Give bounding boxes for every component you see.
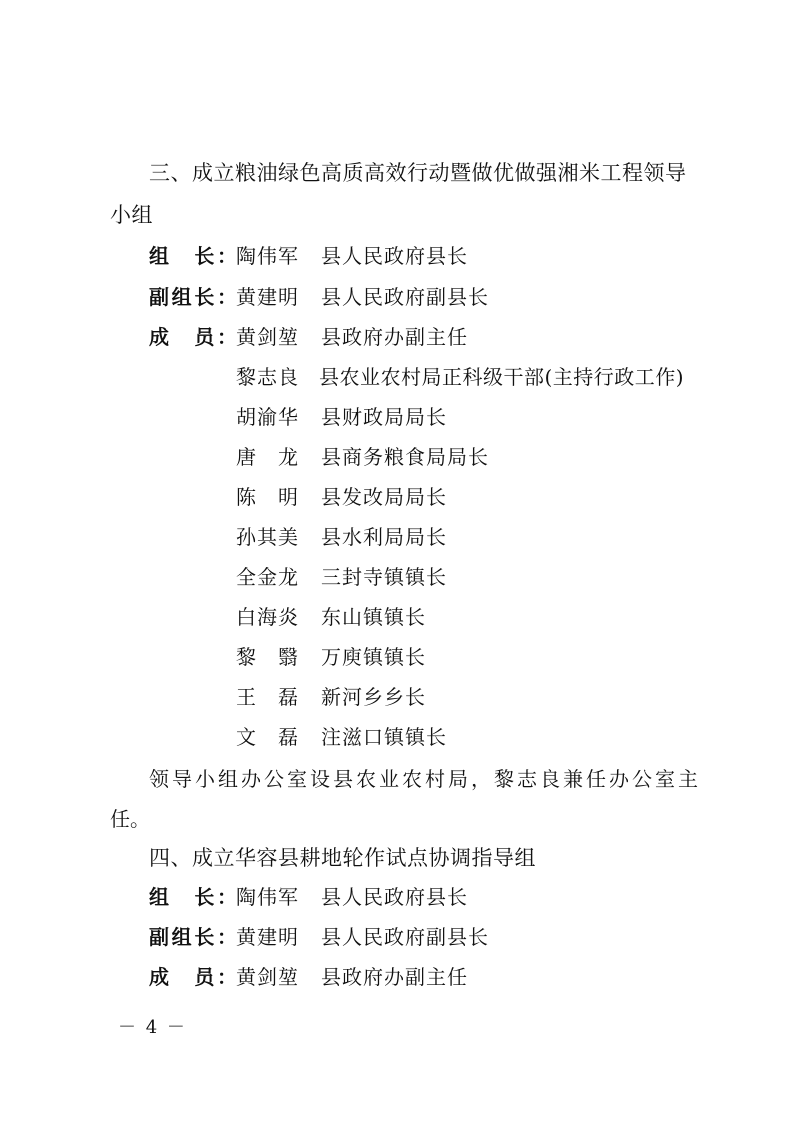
leader-title: 县人民政府县长 xyxy=(321,244,468,268)
member-title: 新河乡乡长 xyxy=(321,685,426,709)
deputy-title: 县人民政府副县长 xyxy=(321,925,489,949)
member-name: 文 磊 xyxy=(236,725,299,749)
member-title: 县发改局局长 xyxy=(321,485,447,509)
section-3-heading-line-1: 三、成立粮油绿色高质高效行动暨做优做强湘米工程领导 xyxy=(149,161,687,185)
section-3-heading-line-2: 小组 xyxy=(110,203,153,227)
page-number: － 4 － xyxy=(118,1017,187,1038)
member-title: 县商务粮食局局长 xyxy=(321,445,489,469)
leader-title: 县人民政府县长 xyxy=(321,885,468,909)
member-title: 县水利局局长 xyxy=(321,525,447,549)
section-4-heading: 四、成立华容县耕地轮作试点协调指导组 xyxy=(149,846,536,870)
leader-label: 组 长： xyxy=(149,244,237,268)
member-name: 全金龙 xyxy=(236,565,299,589)
deputy-title: 县人民政府副县长 xyxy=(321,285,489,309)
member-name: 黎 翳 xyxy=(236,645,299,669)
leader-name: 陶伟军 xyxy=(236,244,299,268)
member-title: 县政府办副主任 xyxy=(321,325,468,349)
member-name: 陈 明 xyxy=(236,485,299,509)
members-label: 成 员： xyxy=(149,965,237,989)
deputy-label: 副组长： xyxy=(149,925,237,949)
member-title: 县农业农村局正科级干部(主持行政工作) xyxy=(319,365,685,389)
member-title: 万庾镇镇长 xyxy=(321,645,426,669)
member-name: 黎志良 xyxy=(236,365,299,389)
member-name: 唐 龙 xyxy=(236,445,299,469)
member-name: 王 磊 xyxy=(236,685,299,709)
office-paragraph-line-2: 任。 xyxy=(110,807,150,831)
member-name: 胡渝华 xyxy=(236,405,299,429)
member-title: 县政府办副主任 xyxy=(321,965,468,989)
member-name: 孙其美 xyxy=(236,525,299,549)
member-title: 三封寺镇镇长 xyxy=(321,565,447,589)
leader-name: 陶伟军 xyxy=(236,885,299,909)
member-name: 黄剑堃 xyxy=(236,325,299,349)
deputy-name: 黄建明 xyxy=(236,925,299,949)
member-title: 县财政局局长 xyxy=(321,405,447,429)
member-name: 白海炎 xyxy=(236,605,299,629)
member-title: 注滋口镇镇长 xyxy=(321,725,447,749)
deputy-label: 副组长： xyxy=(149,285,237,309)
member-title: 东山镇镇长 xyxy=(321,605,426,629)
office-paragraph-line-1: 领导小组办公室设县农业农村局，黎志良兼任办公室主 xyxy=(149,767,701,791)
member-name: 黄剑堃 xyxy=(236,965,299,989)
members-label: 成 员： xyxy=(149,325,237,349)
leader-label: 组 长： xyxy=(149,885,237,909)
deputy-name: 黄建明 xyxy=(236,285,299,309)
